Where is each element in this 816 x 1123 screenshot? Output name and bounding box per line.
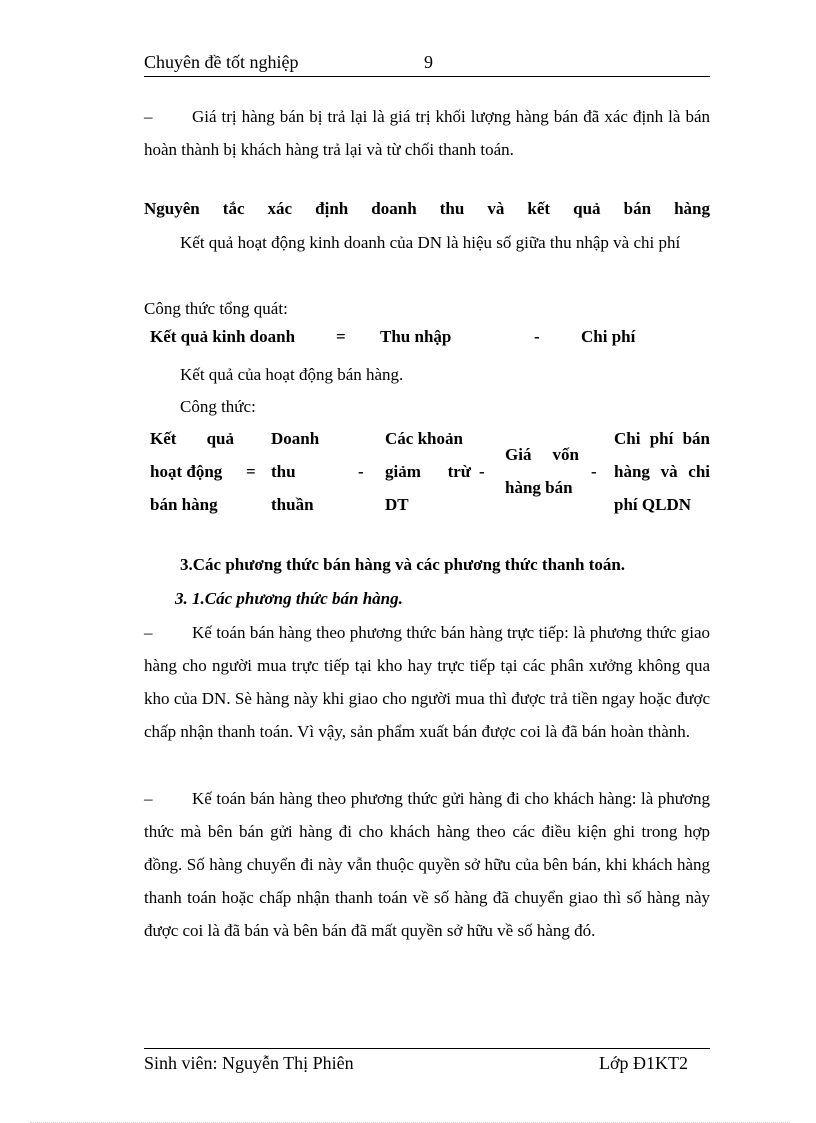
term-line: Các khoản bbox=[385, 429, 463, 448]
page-footer bbox=[144, 1048, 710, 1079]
formula-label: Công thức: bbox=[180, 397, 256, 416]
class-code: Lớp Đ1KT2 bbox=[598, 1053, 688, 1073]
bullet-dash: – bbox=[144, 623, 153, 642]
sales-result-label: Kết quả của hoạt động bán hàng. bbox=[180, 365, 404, 384]
term-line: Giá vốn bbox=[505, 445, 579, 464]
formula-minus: - bbox=[534, 327, 540, 346]
lhs-line: hoạt động bbox=[150, 462, 223, 481]
formula-income: Thu nhập bbox=[380, 327, 452, 346]
formula-general bbox=[150, 327, 710, 353]
paragraph-text: Kế toán bán hàng theo phương thức gửi hàng đi cho khách hàng: là phương thức mà bên bán gửi hàng đi cho khách hàng theo các điều kiện ghi trong hợp đồng. Số hàng chuyển đi này vẫn thuộc quyền sở hữu của bên bán, khi khách hàng thanh toán hoặc chấp nhận thanh toán về số hàng đã chuyển giao thì số hàng này được coi là đã bán và bên bán đã mất quyền sở hữu về số hàng đó. bbox=[144, 789, 710, 940]
student-name: Sinh viên: Nguyễn Thị Phiên bbox=[144, 1053, 354, 1073]
term-deductions bbox=[385, 422, 471, 521]
formula-equals: = bbox=[336, 327, 346, 346]
minus-sign: - bbox=[591, 462, 597, 481]
minus-sign: - bbox=[358, 462, 364, 481]
formula-sales-result bbox=[144, 422, 710, 520]
term-line: Doanh bbox=[271, 429, 320, 448]
paragraph-business-result: Kết quả hoạt động kinh doanh của DN là hiệu số giữa thu nhập và chi phí bbox=[180, 233, 681, 252]
lhs-line: bán hàng bbox=[150, 495, 218, 514]
heading-principles: Nguyên tắc xác định doanh thu và kết quả bán hàng bbox=[144, 199, 710, 218]
term-cogs bbox=[505, 438, 579, 504]
formula-cost: Chi phí bbox=[581, 327, 636, 346]
formula-lhs: Kết quả kinh doanh bbox=[150, 327, 296, 346]
paragraph-text: Giá trị hàng bán bị trả lại là giá trị khối lượng hàng bán đã xác định là bán hoàn thành bị khách hàng trả lại và từ chối thanh toán. bbox=[144, 107, 710, 159]
minus-sign: - bbox=[479, 462, 485, 481]
document-title: Chuyên đề tốt nghiệp bbox=[144, 52, 299, 72]
bullet-dash: – bbox=[144, 789, 153, 808]
term-line: thuần bbox=[271, 495, 314, 514]
paragraph-text: Kế toán bán hàng theo phương thức bán hàng trực tiếp: là phương thức giao hàng cho người mua trực tiếp tại kho hay trực tiếp tại các phân xưởng không qua kho của DN. Sè hàng này khi giao cho người mua thì được trả tiền ngay hoặc được chấp nhận thanh toán. Vì vậy, sản phẩm xuất bán được coi là đã bán hoàn thành. bbox=[144, 623, 710, 741]
term-line: phí QLDN bbox=[614, 495, 691, 514]
term-line: hàng và chi bbox=[614, 462, 710, 481]
equals-sign: = bbox=[246, 462, 256, 481]
lhs-block bbox=[150, 422, 234, 521]
term-line: DT bbox=[385, 495, 409, 514]
section-heading-3: 3.Các phương thức bán hàng và các phương thức thanh toán. bbox=[180, 555, 626, 574]
bullet-dash: – bbox=[144, 107, 153, 126]
paragraph-returned-goods bbox=[144, 100, 710, 166]
term-selling-admin-costs bbox=[614, 422, 710, 521]
paragraph-direct-sales bbox=[144, 616, 710, 748]
term-line: Chi phí bán bbox=[614, 429, 710, 448]
section-heading-3-1: 3. 1.Các phương thức bán hàng. bbox=[175, 589, 403, 608]
lhs-line: Kết quả bbox=[150, 429, 234, 448]
general-formula-label: Công thức tổng quát: bbox=[144, 299, 288, 318]
term-line: thu bbox=[271, 462, 296, 481]
paragraph-consignment-sales bbox=[144, 782, 710, 947]
term-line: giảm trừ bbox=[385, 462, 471, 481]
term-net-revenue bbox=[271, 422, 319, 521]
term-line: hàng bán bbox=[505, 478, 573, 497]
page-header bbox=[144, 52, 710, 77]
page-number: 9 bbox=[424, 52, 433, 72]
